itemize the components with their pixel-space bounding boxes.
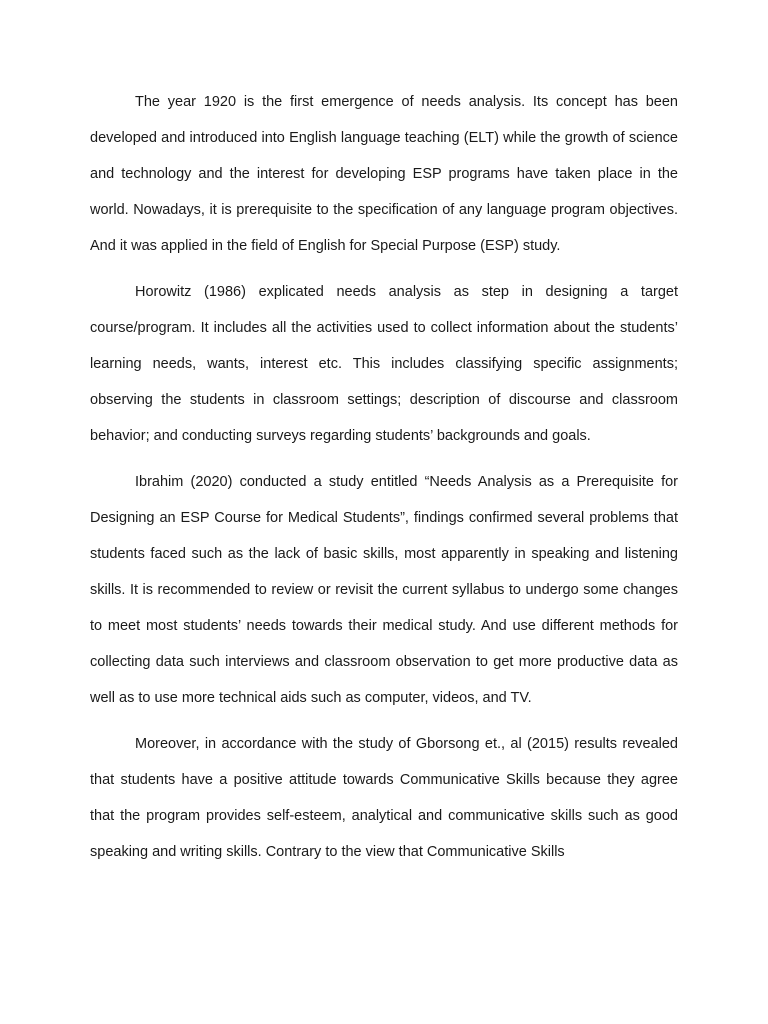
paragraph-needs-analysis-history: The year 1920 is the first emergence of needs analysis. Its concept has been developed and introduced into English language teaching (ELT) while the growth of science and technology and the interest for developing ESP programs have taken place in the world. Nowadays, it is prerequisite to the specification of any language program objectives. And it was applied in the field of English for Special Purpose (ESP) study.	[90, 94, 678, 254]
paragraph-gborsong: Moreover, in accordance with the study of Gborsong et., al (2015) results revealed that students have a positive attitude towards Communicative Skills because they agree that the program provides self-esteem, analytical and communicative skills such as good speaking and writing skills. Contrary to the view that Communicative Skills	[90, 736, 678, 860]
paragraph-horowitz: Horowitz (1986) explicated needs analysis as step in designing a target course/program. It includes all the activities used to collect information about the students’ learning needs, wants, interest etc. This includes classifying specific assignments; observing the students in classroom settings; description of discourse and classroom behavior; and conducting surveys regarding students’ backgrounds and goals.	[90, 284, 678, 444]
paragraph-ibrahim: Ibrahim (2020) conducted a study entitled “Needs Analysis as a Prerequisite for Designing an ESP Course for Medical Students”, findings confirmed several problems that students faced such as the lack of basic skills, most apparently in speaking and listening skills. It is recommended to review or revisit the current syllabus to undergo some changes to meet most students’ needs towards their medical study. And use different methods for collecting data such interviews and classroom observation to get more productive data as well as to use more technical aids such as computer, videos, and TV.	[90, 474, 678, 706]
document-body	[90, 84, 678, 880]
